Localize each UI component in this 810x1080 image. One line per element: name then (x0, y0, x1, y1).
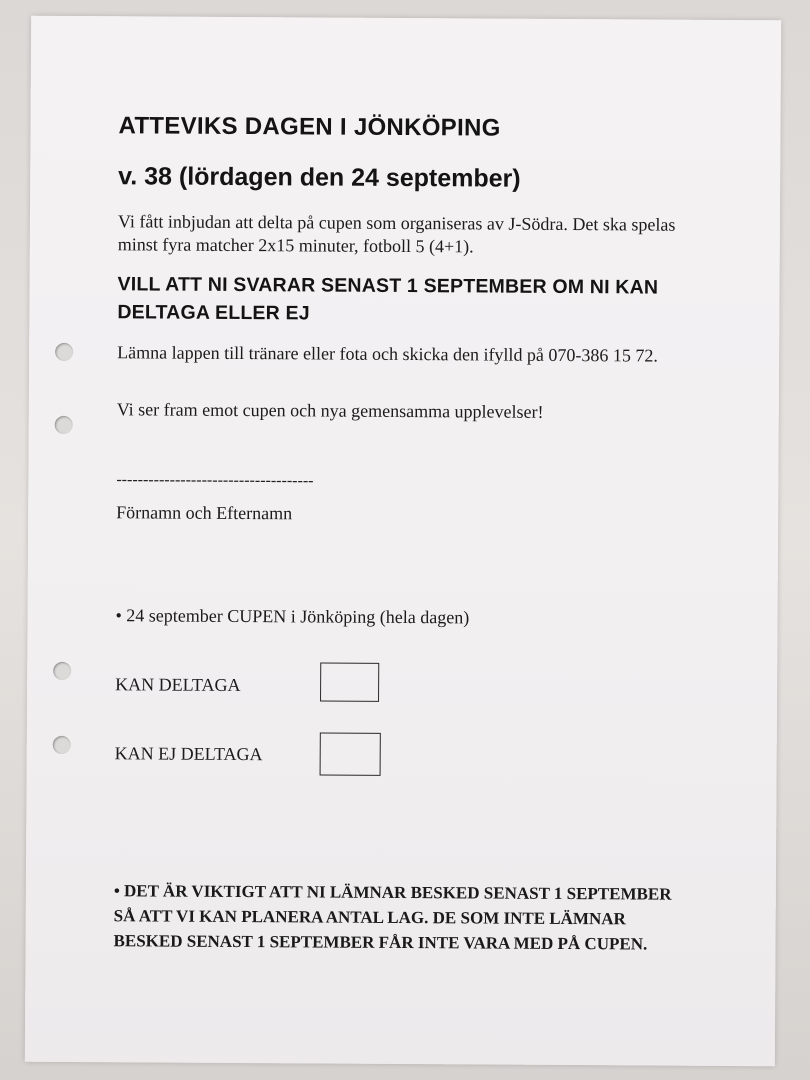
punch-hole (53, 736, 71, 754)
kan-deltaga-checkbox[interactable] (320, 662, 379, 701)
instructions-paragraph: Lämna lappen till tränare eller fota och skicka den ifylld på 070-386 15 72. (117, 342, 659, 366)
intro-paragraph: Vi fått inbjudan att delta på cupen som organiseras av J-Södra. Det ska spelas minst fyra matcher 2x15 minuter, fotboll 5 (4+1). (117, 211, 676, 257)
event-bullet: • 24 september CUPEN i Jönköping (hela dagen) (115, 605, 470, 628)
signature-line: ------------------------------------- (116, 471, 314, 490)
closing-paragraph: Vi ser fram emot cupen och nya gemensamma upplevelser! (116, 399, 544, 422)
document-subtitle: v. 38 (lördagen den 24 september) (118, 162, 521, 193)
footer-note: • DET ÄR VIKTIGT ATT NI LÄMNAR BESKED SENAST 1 SEPTEMBER SÅ ATT VI KAN PLANERA ANTAL LAG. DE SOM INTE LÄMNAR BESKED SENAST 1 SEPTEMBER FÅR INTE VARA MED PÅ CUPEN. (113, 881, 672, 954)
deadline-heading: VILL ATT NI SVARAR SENAST 1 SEPTEMBER OM NI KAN DELTAGA ELLER EJ (117, 273, 659, 325)
kan-ej-deltaga-checkbox[interactable] (320, 732, 381, 775)
paper-sheet (25, 16, 781, 1067)
option-yes-label: KAN DELTAGA (115, 674, 241, 696)
punch-hole (55, 416, 73, 434)
punch-hole (53, 662, 71, 680)
punch-hole (55, 343, 73, 361)
option-no-label: KAN EJ DELTAGA (114, 743, 263, 765)
name-label: Förnamn och Efternamn (116, 502, 293, 524)
document-title: ATTEVIKS DAGEN I JÖNKÖPING (118, 112, 501, 142)
